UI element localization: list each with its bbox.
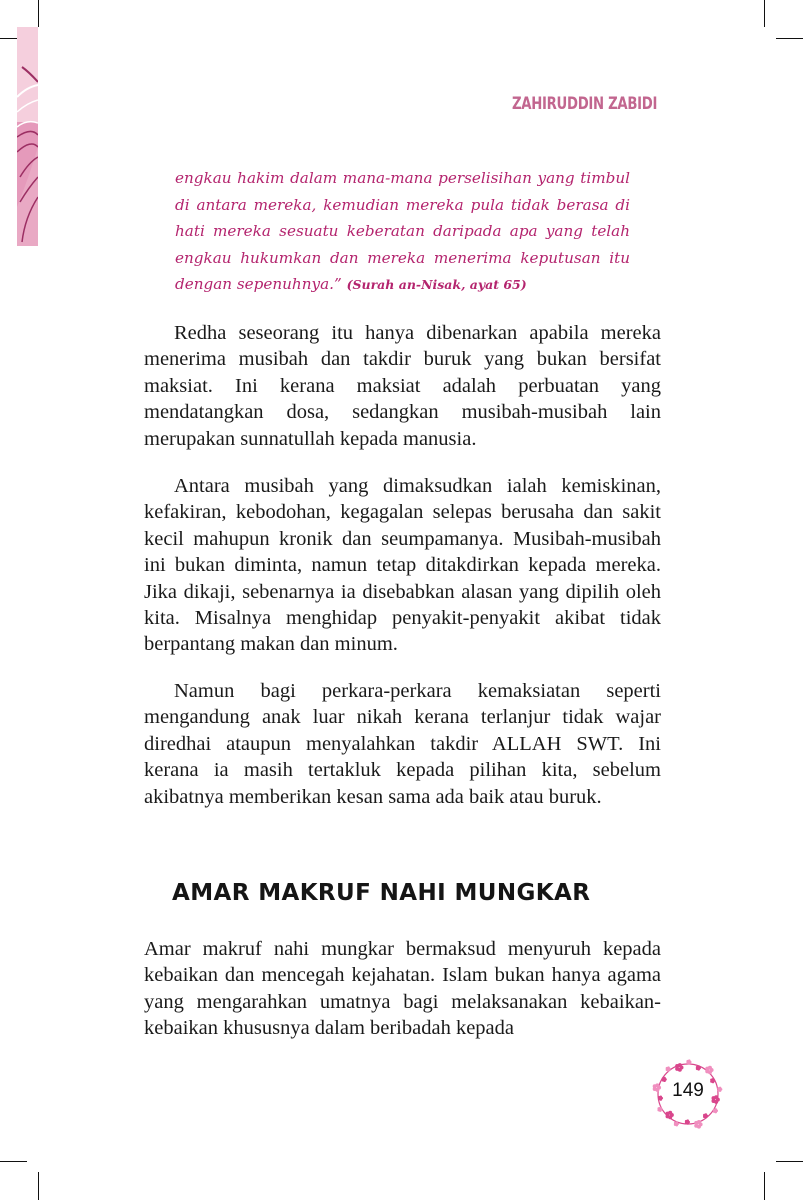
body-paragraph-3 [144,678,661,810]
crop-mark-bottom-right-v [764,1172,765,1200]
crop-mark-top-right-v [764,0,765,27]
section-heading: AMAR MAKRUF NAHI MUNGKAR [172,880,591,906]
wreath-flower [705,1066,713,1075]
paragraph-text: Redha seseorang itu hanya dibenarkan apabila mereka menerima musibah dan takdir buruk yang bukan bersifat maksiat. Ini kerana maksiat adalah perbuatan yang mendatangkan dosa, sedangkan musibah-musibah lain merupakan sunnatullah kepada manusia. [144,322,661,450]
crop-mark-top-left-v [38,0,39,27]
wreath-leaf [703,1113,708,1118]
decorative-floral-strip [17,27,38,246]
wreath-leaf [666,1066,671,1071]
crop-mark-bottom-right-h [776,1161,803,1162]
quote-text: engkau hakim dalam mana-mana perselisihan yang timbul di antara mereka, kemudian mereka pula tidak berasa di hati mereka sesuatu keberatan daripada apa yang telah engkau hukumkan dan mereka menerima keputusan itu dengan sepenuhnya.” [175,169,630,294]
paragraph-text: Amar makruf nahi mungkar bermaksud menyuruh kepada kebaikan dan mencegah kejahatan. Islam bukan hanya agama yang mengarahkan umatnya bagi melaksanakan kebaikan-kebaikan khususnya dalam beribadah kepada [144,938,661,1040]
crop-mark-top-right-h [776,38,803,39]
quote-citation: (Surah an-Nisak, ayat 65) [346,277,527,293]
paragraph-text: Namun bagi perkara-perkara kemaksiatan seperti mengandung anak luar nikah kerana terlanjur tidak wajar diredhai ataupun menyalahkan takdir ALLAH SWT. Ini kerana ia masih tertakluk kepada pilihan kita, sebelum akibatnya memberikan kesan sama ada baik atau buruk. [144,680,661,808]
page-number: 149 [672,1080,704,1101]
body-paragraph-2 [144,473,661,658]
wreath-flower [666,1111,674,1120]
running-head-author: ZAHIRUDDIN ZABIDI [512,94,658,114]
page-number-badge [648,1054,728,1134]
crop-mark-bottom-left-h [0,1161,27,1162]
crop-mark-bottom-left-v [38,1172,39,1200]
section-paragraph [144,936,661,1042]
wreath-leaf [713,1108,718,1113]
paragraph-text: Antara musibah yang dimaksudkan ialah kemiskinan, kefakiran, kebodohan, kegagalan selepas berusaha dan sakit kecil mahupun kronik dan seumpamanya. Musibah-musibah ini bukan diminta, namun tetap ditakdirkan kepada mereka. Jika dikaji, sebenarnya ia disebabkan alasan yang dipilih oleh kita. Misalnya menghidap penyakit-penyakit akibat tidak berpantang makan dan minum. [144,475,661,656]
body-paragraph-1 [144,320,661,452]
quran-quote [175,165,630,299]
